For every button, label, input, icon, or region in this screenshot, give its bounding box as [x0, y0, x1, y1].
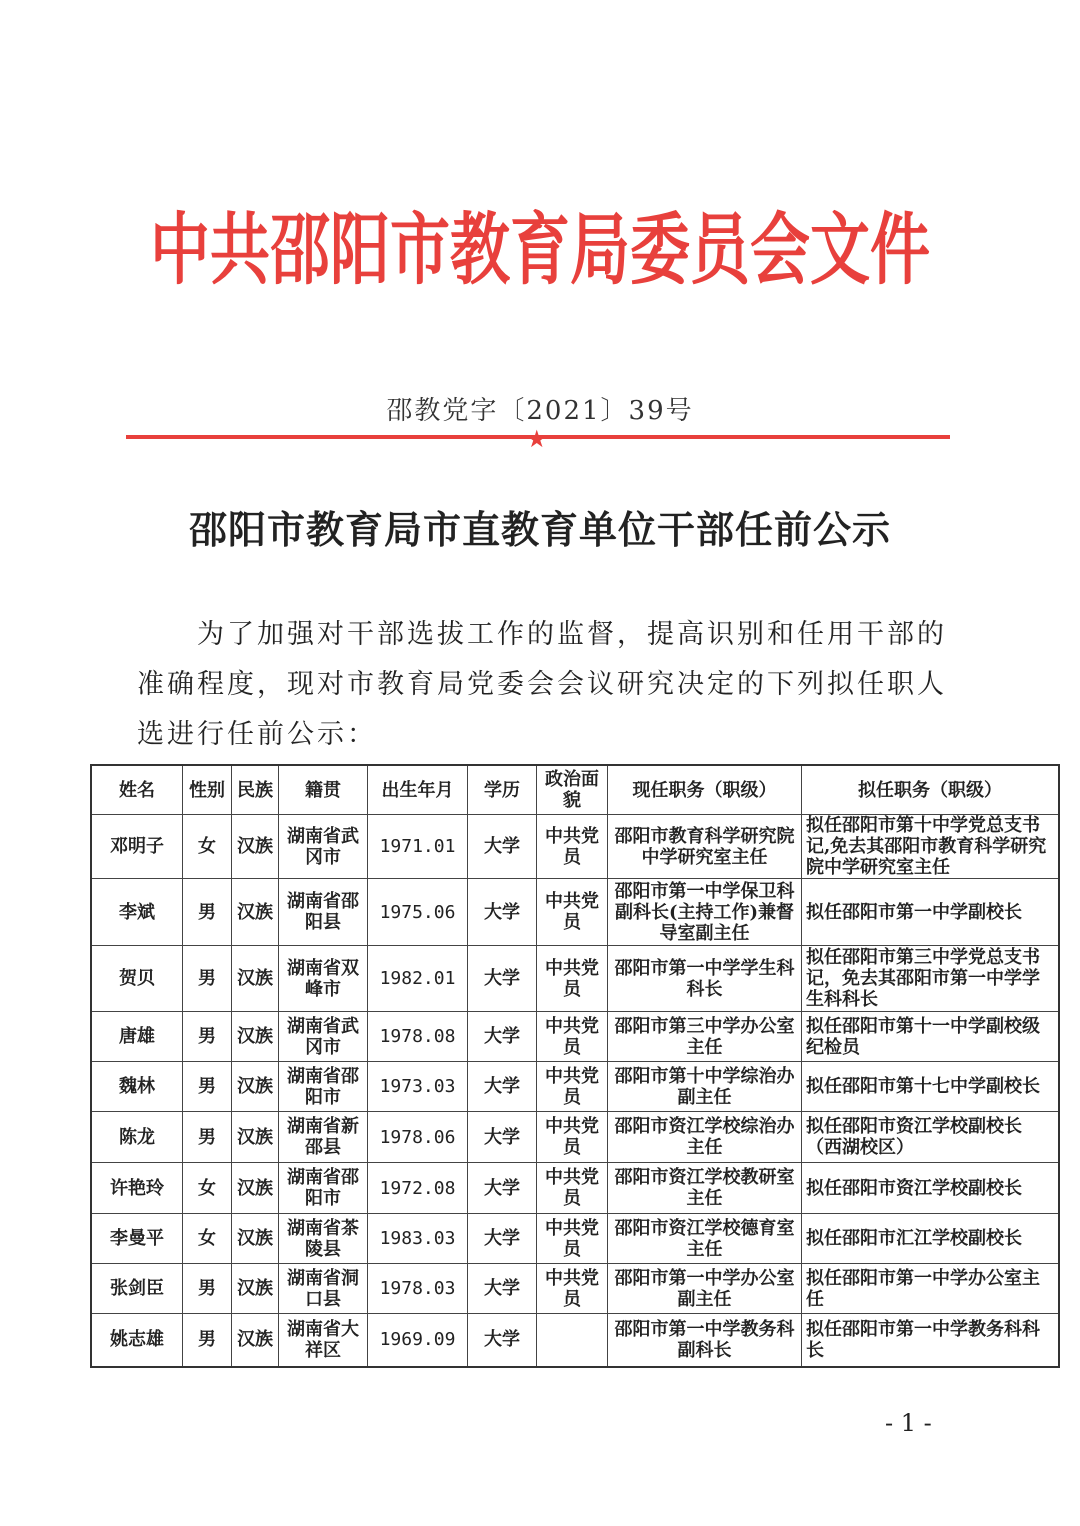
table-row: [91, 1163, 1059, 1214]
table-cell: 中共党员: [537, 1163, 608, 1214]
table-cell: 大学: [468, 946, 537, 1012]
table-cell: 大学: [468, 1012, 537, 1062]
table-cell: 1973.03: [368, 1062, 468, 1112]
table-cell: 男: [183, 1264, 232, 1314]
table-row: [91, 1112, 1059, 1163]
table-cell: 汉族: [232, 1214, 279, 1264]
table-cell: 姚志雄: [91, 1314, 183, 1367]
table-cell: 大学: [468, 815, 537, 879]
column-header: 拟任职务（职级）: [802, 765, 1060, 815]
table-cell: 湖南省武冈市: [279, 815, 368, 879]
table-cell: 李曼平: [91, 1214, 183, 1264]
table-cell: 中共党员: [537, 879, 608, 946]
table-cell: 大学: [468, 1264, 537, 1314]
page-number: - 1 -: [885, 1408, 932, 1437]
table-cell: 女: [183, 815, 232, 879]
table-cell: 大学: [468, 1163, 537, 1214]
table-cell: 1972.08: [368, 1163, 468, 1214]
table-cell: 1978.06: [368, 1112, 468, 1163]
table-cell: 大学: [468, 879, 537, 946]
table-cell: 男: [183, 1314, 232, 1367]
table-row: [91, 1214, 1059, 1264]
table-cell: 湖南省茶陵县: [279, 1214, 368, 1264]
table-cell: 唐雄: [91, 1012, 183, 1062]
table-cell: 1983.03: [368, 1214, 468, 1264]
table-cell: 女: [183, 1163, 232, 1214]
table-cell: 1978.03: [368, 1264, 468, 1314]
table-cell: 邓明子: [91, 815, 183, 879]
table-cell: 1978.08: [368, 1012, 468, 1062]
table-cell: 湖南省新邵县: [279, 1112, 368, 1163]
column-header: 籍贯: [279, 765, 368, 815]
star-icon: ★: [526, 425, 548, 453]
table-row: [91, 879, 1059, 946]
table-cell: [537, 1314, 608, 1367]
table-cell: 大学: [468, 1112, 537, 1163]
document-body: [0, 610, 1080, 1438]
table-cell: 男: [183, 1112, 232, 1163]
table-cell: 汉族: [232, 946, 279, 1012]
table-cell: 汉族: [232, 879, 279, 946]
table-cell: 李斌: [91, 879, 183, 946]
intro-paragraph: 为了加强对干部选拔工作的监督，提高识别和任用干部的准确程度，现对市教育局党委会会议研究决定的下列拟任职人选进行任前公示：: [137, 619, 947, 750]
table-cell: 拟任邵阳市第一中学副校长: [802, 879, 1060, 946]
column-header: 民族: [232, 765, 279, 815]
column-header: 学历: [468, 765, 537, 815]
table-cell: 大学: [468, 1214, 537, 1264]
table-row: [91, 1264, 1059, 1314]
table-cell: 中共党员: [537, 1012, 608, 1062]
table-cell: 汉族: [232, 1314, 279, 1367]
table-cell: 汉族: [232, 815, 279, 879]
table-cell: 湖南省洞口县: [279, 1264, 368, 1314]
table-cell: 邵阳市资江学校德育室主任: [608, 1214, 802, 1264]
table-cell: 拟任邵阳市汇江学校副校长: [802, 1214, 1060, 1264]
table-cell: 汉族: [232, 1012, 279, 1062]
table-cell: 贺贝: [91, 946, 183, 1012]
table-cell: 男: [183, 1062, 232, 1112]
page-title: 邵阳市教育局市直教育单位干部任前公示: [188, 507, 891, 552]
table-cell: 汉族: [232, 1264, 279, 1314]
table-cell: 拟任邵阳市第十中学党总支书记,免去其邵阳市教育科学研究院中学研究室主任: [802, 815, 1060, 879]
table-cell: 男: [183, 1012, 232, 1062]
table-cell: 湖南省邵阳县: [279, 879, 368, 946]
table-cell: 中共党员: [537, 1264, 608, 1314]
table-cell: 拟任邵阳市第一中学教务科科长: [802, 1314, 1060, 1367]
table-row: [91, 1012, 1059, 1062]
table-cell: 邵阳市第一中学学生科科长: [608, 946, 802, 1012]
column-header: 姓名: [91, 765, 183, 815]
table-cell: 湖南省大祥区: [279, 1314, 368, 1367]
table-cell: 1982.01: [368, 946, 468, 1012]
table-row: [91, 815, 1059, 879]
table-cell: 1971.01: [368, 815, 468, 879]
table-cell: 拟任邵阳市第一中学办公室主任: [802, 1264, 1060, 1314]
table-cell: 拟任邵阳市第十七中学副校长: [802, 1062, 1060, 1112]
column-header: 现任职务（职级）: [608, 765, 802, 815]
table-cell: 大学: [468, 1314, 537, 1367]
document-number: 邵教党字〔2021〕39号: [386, 396, 694, 426]
table-cell: 中共党员: [537, 946, 608, 1012]
table-cell: 拟任邵阳市第十一中学副校级纪检员: [802, 1012, 1060, 1062]
table-cell: 拟任邵阳市资江学校副校长: [802, 1163, 1060, 1214]
table-cell: 汉族: [232, 1062, 279, 1112]
table-cell: 邵阳市资江学校教研室主任: [608, 1163, 802, 1214]
table-cell: 中共党员: [537, 1214, 608, 1264]
table-cell: 中共党员: [537, 1112, 608, 1163]
table-row: [91, 1314, 1059, 1367]
table-cell: 男: [183, 879, 232, 946]
document-red-header: 中共邵阳市教育局委员会文件: [150, 205, 930, 296]
table-cell: 邵阳市第一中学保卫科副科长(主持工作)兼督导室副主任: [608, 879, 802, 946]
table-cell: 湖南省双峰市: [279, 946, 368, 1012]
column-header: 出生年月: [368, 765, 468, 815]
table-cell: 陈龙: [91, 1112, 183, 1163]
table-cell: 邵阳市第一中学办公室副主任: [608, 1264, 802, 1314]
table-cell: 邵阳市资江学校综治办主任: [608, 1112, 802, 1163]
table-cell: 1975.06: [368, 879, 468, 946]
table-cell: 邵阳市第一中学教务科副科长: [608, 1314, 802, 1367]
table-cell: 张剑臣: [91, 1264, 183, 1314]
table-row: [91, 946, 1059, 1012]
table-cell: 中共党员: [537, 815, 608, 879]
candidates-table: [90, 764, 1060, 1368]
column-header: 政治面貌: [537, 765, 608, 815]
table-cell: 魏林: [91, 1062, 183, 1112]
table-cell: 湖南省武冈市: [279, 1012, 368, 1062]
table-header-row: [91, 765, 1059, 815]
table-cell: 邵阳市第十中学综治办副主任: [608, 1062, 802, 1112]
table-cell: 邵阳市教育科学研究院中学研究室主任: [608, 815, 802, 879]
table-cell: 汉族: [232, 1163, 279, 1214]
table-row: [91, 1062, 1059, 1112]
table-cell: 女: [183, 1214, 232, 1264]
table-cell: 大学: [468, 1062, 537, 1112]
column-header: 性别: [183, 765, 232, 815]
table-cell: 拟任邵阳市第三中学党总支书记，免去其邵阳市第一中学学生科科长: [802, 946, 1060, 1012]
table-cell: 1969.09: [368, 1314, 468, 1367]
table-cell: 男: [183, 946, 232, 1012]
table-cell: 湖南省邵阳市: [279, 1163, 368, 1214]
table-cell: 邵阳市第三中学办公室主任: [608, 1012, 802, 1062]
table-cell: 汉族: [232, 1112, 279, 1163]
table-cell: 许艳玲: [91, 1163, 183, 1214]
table-cell: 湖南省邵阳市: [279, 1062, 368, 1112]
table-cell: 拟任邵阳市资江学校副校长（西湖校区）: [802, 1112, 1060, 1163]
table-cell: 中共党员: [537, 1062, 608, 1112]
